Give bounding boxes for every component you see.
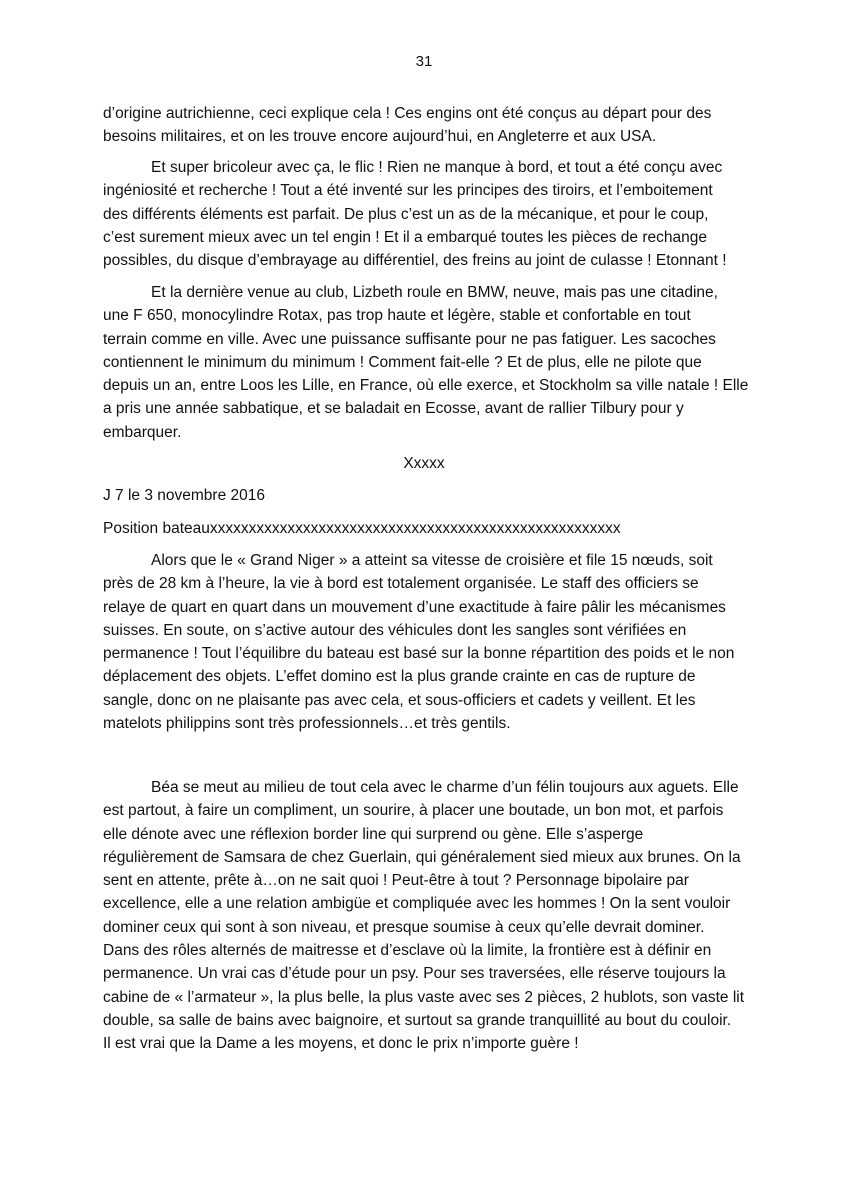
date-heading: J 7 le 3 novembre 2016 [103,487,265,504]
text-line: contiennent le minimum du minimum ! Comment fait-elle ? Et de plus, elle ne pilote que [103,353,702,371]
text-line: a pris une année sabbatique, et se baladait en Ecosse, avant de rallier Tilbury pour y [103,400,684,418]
text-line: une F 650, monocylindre Rotax, pas trop haute et légère, stable et confortable en tout [103,307,691,325]
paragraph-2 [103,156,751,272]
text-line: ingéniosité et recherche ! Tout a été inventé sur les principes des tiroirs, et l’emboitement [103,182,713,200]
text-line: Dans des rôles alternés de maitresse et d’esclave où la limite, la frontière est à définir en [103,942,712,960]
text-line: depuis un an, entre Loos les Lille, en France, où elle exerce, et Stockholm sa ville natale ! Elle [103,377,749,395]
text-line: terrain comme en ville. Avec une puissance suffisante pour ne pas fatiguer. Les sacoches [103,330,716,348]
text-line: sangle, donc on ne plaisante pas avec cela, et sous-officiers et cadets y veillent. Et les [103,691,696,709]
paragraph-4 [103,549,751,735]
text-line: régulièrement de Samsara de chez Guerlain, qui généralement sied mieux aux brunes. On la [103,848,741,866]
text-line: elle dénote avec une réflexion border line qui surprend ou gène. Elle s’asperge [103,825,644,843]
text-line: Alors que le « Grand Niger » a atteint sa vitesse de croisière et file 15 nœuds, soit [151,552,713,569]
page-number: 31 [415,53,433,70]
text-line: est partout, à faire un compliment, un sourire, à placer une boutade, un bon mot, et parfois [103,802,724,820]
section-separator: Xxxxx [403,455,445,472]
text-line: déplacement des objets. L’effet domino est la plus grande crainte en cas de rupture de [103,668,696,686]
text-line: embarquer. [103,423,182,441]
text-line: permanence. Un vrai cas d’étude pour un psy. Pour ses traversées, elle réserve toujours la [103,965,726,983]
text-line: Béa se meut au milieu de tout cela avec le charme d’un félin toujours aux aguets. Elle [151,779,739,796]
text-line: suisses. En soute, on s’active autour des véhicules dont les sangles sont vérifiées en [103,621,687,639]
text-line: Et super bricoleur avec ça, le flic ! Rien ne manque à bord, et tout a été conçu avec [151,159,723,176]
text-line: matelots philippins sont très professionnels…et très gentils. [103,715,511,733]
text-line: des différents éléments est parfait. De plus c’est un as de la mécanique, et pour le coup, [103,205,709,223]
text-line: Et la dernière venue au club, Lizbeth roule en BMW, neuve, mais pas une citadine, [151,284,718,301]
paragraph-5 [103,776,751,1056]
text-line: d’origine autrichienne, ceci explique cela ! Ces engins ont été conçus au départ pour des [103,105,712,122]
text-line: double, sa salle de bains avec baignoire, et surtout sa grande tranquillité au bout du couloir. [103,1011,732,1029]
text-line: besoins militaires, et on les trouve encore aujourd’hui, en Angleterre et aux USA. [103,128,657,146]
text-line: permanence ! Tout l’équilibre du bateau est basé sur la bonne répartition des poids et le non [103,645,735,663]
text-line: excellence, elle a une relation ambigüe et compliquée avec les hommes ! On la sent vouloir [103,895,731,913]
text-line: cabine de « l’armateur », la plus belle, la plus vaste avec ses 2 pièces, 2 hublots, son vaste lit [103,988,745,1006]
text-line: dominer ceux qui sont à son niveau, et presque soumise à ceux qu’elle devrait dominer. [103,918,705,936]
text-line: possibles, du disque d’embrayage au différentiel, des freins au joint de culasse ! Etonnant ! [103,252,727,270]
text-line: près de 28 km à l’heure, la vie à bord est totalement organisée. Le staff des officiers se [103,575,699,593]
paragraph-3 [103,281,751,444]
text-line: sent en attente, prête à…on ne sait quoi ! Peut-être à tout ? Personnage bipolaire par [103,872,689,890]
text-line: Il est vrai que la Dame a les moyens, et donc le prix n’importe guère ! [103,1035,579,1053]
paragraph-1 [103,102,751,149]
text-line: c’est surement mieux avec un tel engin ! Et il a embarqué toutes les pièces de rechange [103,228,707,246]
text-line: relaye de quart en quart dans un mouvement d’une exactitude à faire pâlir les mécanismes [103,598,726,616]
position-line: Position bateauxxxxxxxxxxxxxxxxxxxxxxxxxxxxxxxxxxxxxxxxxxxxxxxxxxxxx [103,520,621,537]
